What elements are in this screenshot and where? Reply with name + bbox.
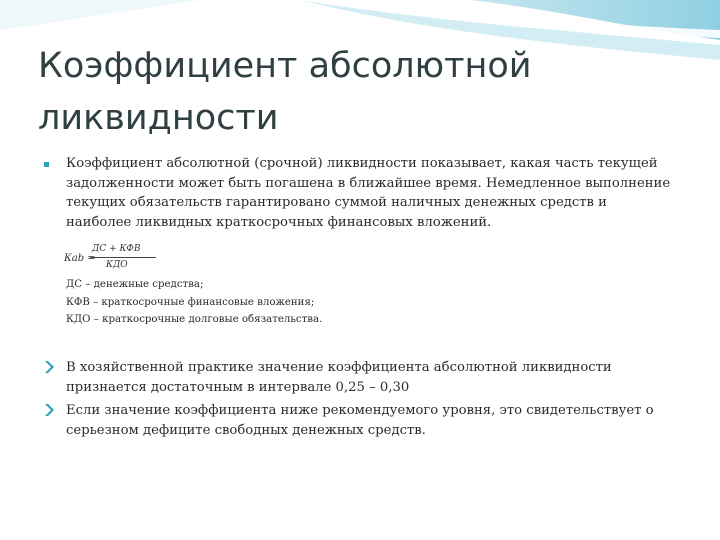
legend-item: ДС – денежные средства; [66,279,204,290]
square-bullet-icon [44,162,49,167]
formula-lhs: Кab = [64,253,96,264]
formula-legend [66,276,466,329]
formula [64,244,164,274]
intro-paragraph: Коэффициент абсолютной (срочной) ликвидности показывает, какая часть текущей задолженности может быть погашена в ближайшее время. Немедленное выполнение текущих обязательств гарантировано суммой наличных денежных средств и наиболее ликвидных краткосрочных финансовых вложений. [66,156,671,230]
list-item [44,401,674,441]
formula-denominator: КДО [106,260,128,270]
chevron-arrow-icon [44,360,56,374]
legend-item: КФВ – краткосрочные финансовые вложения; [66,296,315,308]
chevron-arrow-icon [44,403,56,417]
formula-fraction-bar [90,257,156,258]
slide-title: Коэффициент абсолютной ликвидности [38,46,532,138]
list-item-text: Если значение коэффициента ниже рекомендуемого уровня, это свидетельствует о серьезном дефиците свободных денежных средств. [66,403,654,438]
legend-item: КДО – краткосрочные долговые обязательства. [66,314,323,325]
formula-numerator: ДС + КФВ [92,244,141,254]
list-item-text: В хозяйственной практике значение коэффициента абсолютной ликвидности признается достаточным в интервале 0,25 – 0,30 [66,360,612,395]
list-item [44,358,674,398]
